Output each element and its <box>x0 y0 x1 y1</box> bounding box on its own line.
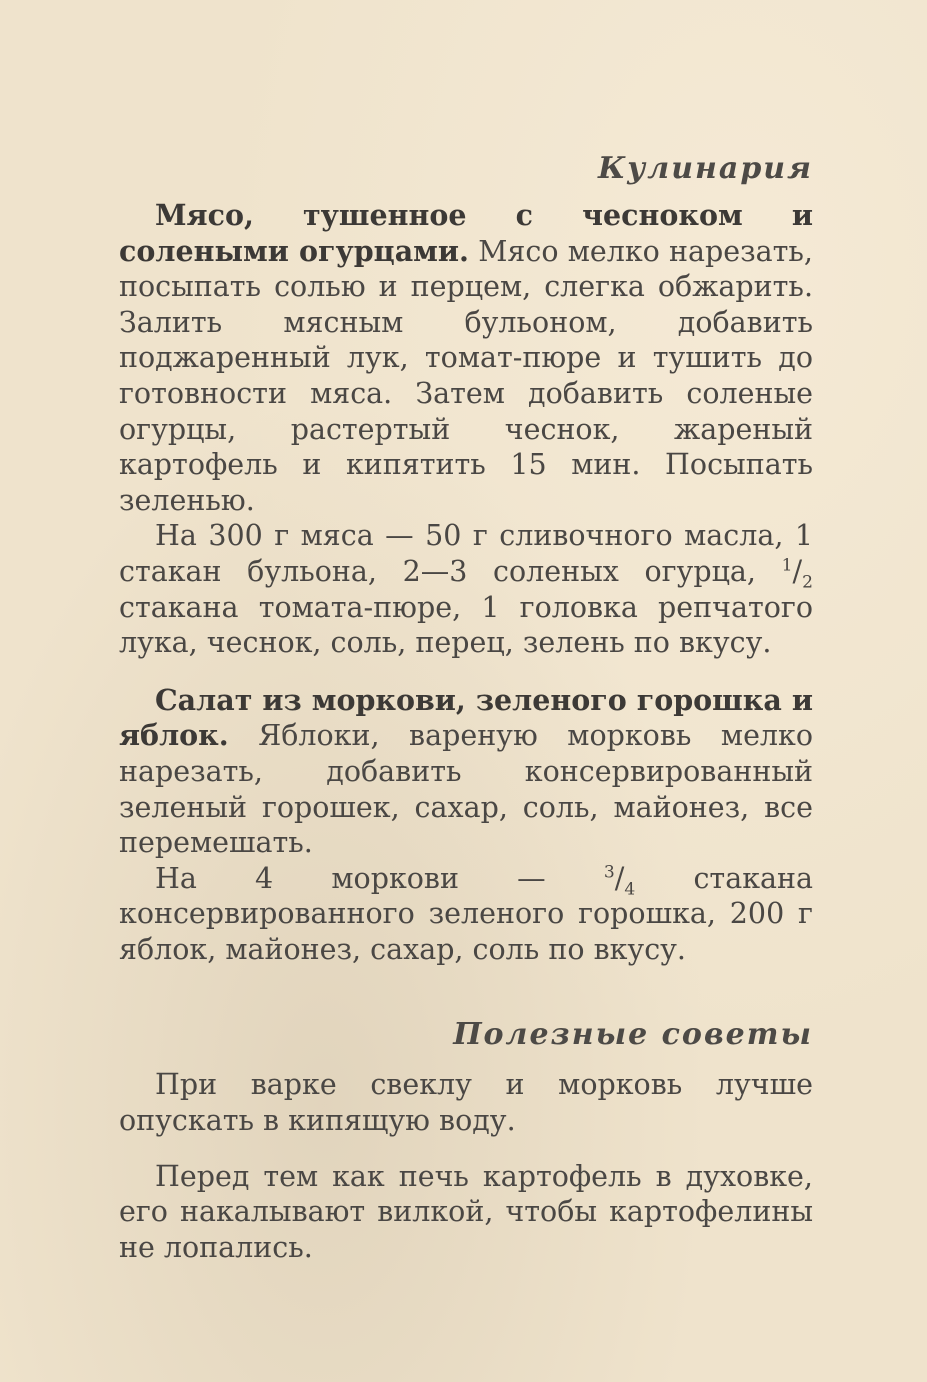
ingredients-part-a: На 300 г мяса — 50 г сливочного масла, 1 стакан бульона, 2—3 соленых огурца, <box>119 519 813 588</box>
ingredients-part-a: На 4 моркови — <box>155 861 604 895</box>
recipe-meat-text: Мясо мелко нарезать, посыпать солью и перцем, слегка обжарить. Залить мясным бульоном, добавить поджаренный лук, томат-пюре и тушить до готовности мяса. Затем добавить соленые огурцы, растертый чеснок, жареный картофель и кипятить 15 мин. Посыпать зеленью. <box>119 234 813 517</box>
ingredients-part-b: стакана томата-пюре, 1 головка репчатого лука, чеснок, соль, перец, зелень по вкусу. <box>119 590 813 660</box>
tip-paragraph-2: Перед тем как печь картофель в духовке, его накалывают вилкой, чтобы картофелины не лопались. <box>119 1159 813 1264</box>
fraction-numerator: 1 <box>781 555 793 576</box>
fraction-denominator: 4 <box>624 879 636 900</box>
tip-paragraph-1: При варке свеклу и морковь лучше опускать в кипящую воду. <box>119 1068 813 1138</box>
fraction-denominator: 2 <box>802 572 813 593</box>
recipe-salad-paragraph <box>119 683 813 861</box>
recipe-salad-text: Яблоки, вареную морковь мелко нарезать, добавить консервированный зеленый горошек, сахар, соль, майонез, все перемешать. <box>119 719 814 860</box>
section-heading-tips: Полезные советы <box>453 1017 813 1053</box>
spacer <box>119 1139 813 1159</box>
section-heading-cooking: Кулинария <box>598 151 813 186</box>
recipe-meat-paragraph <box>119 198 813 518</box>
recipe-meat-title: Мясо, тушенное с чесноком и солеными огурцами. <box>119 198 813 268</box>
text-column <box>119 140 813 1265</box>
recipe-salad-title: Салат из моркови, зеленого горошка и яблок. <box>119 682 813 753</box>
recipe-salad-ingredients: На 4 моркови — $^3/_4$ стакана консервированного зеленого горошка, 200 г яблок, майонез, сахар, соль по вкусу. <box>119 861 813 966</box>
fraction-numerator: 3 <box>603 862 615 883</box>
ingredients-part-b: стакана консервированного зеленого горошка, 200 г яблок, майонез, сахар, соль по вкусу. <box>119 861 813 966</box>
spacer <box>119 661 813 683</box>
recipe-meat-ingredients: На 300 г мяса — 50 г сливочного масла, 1 стакан бульона, 2—3 соленых огурца, $^1/_2$ стакана томата-пюре, 1 головка репчатого лука, чеснок, соль, перец, зелень по вкусу. <box>119 519 813 660</box>
